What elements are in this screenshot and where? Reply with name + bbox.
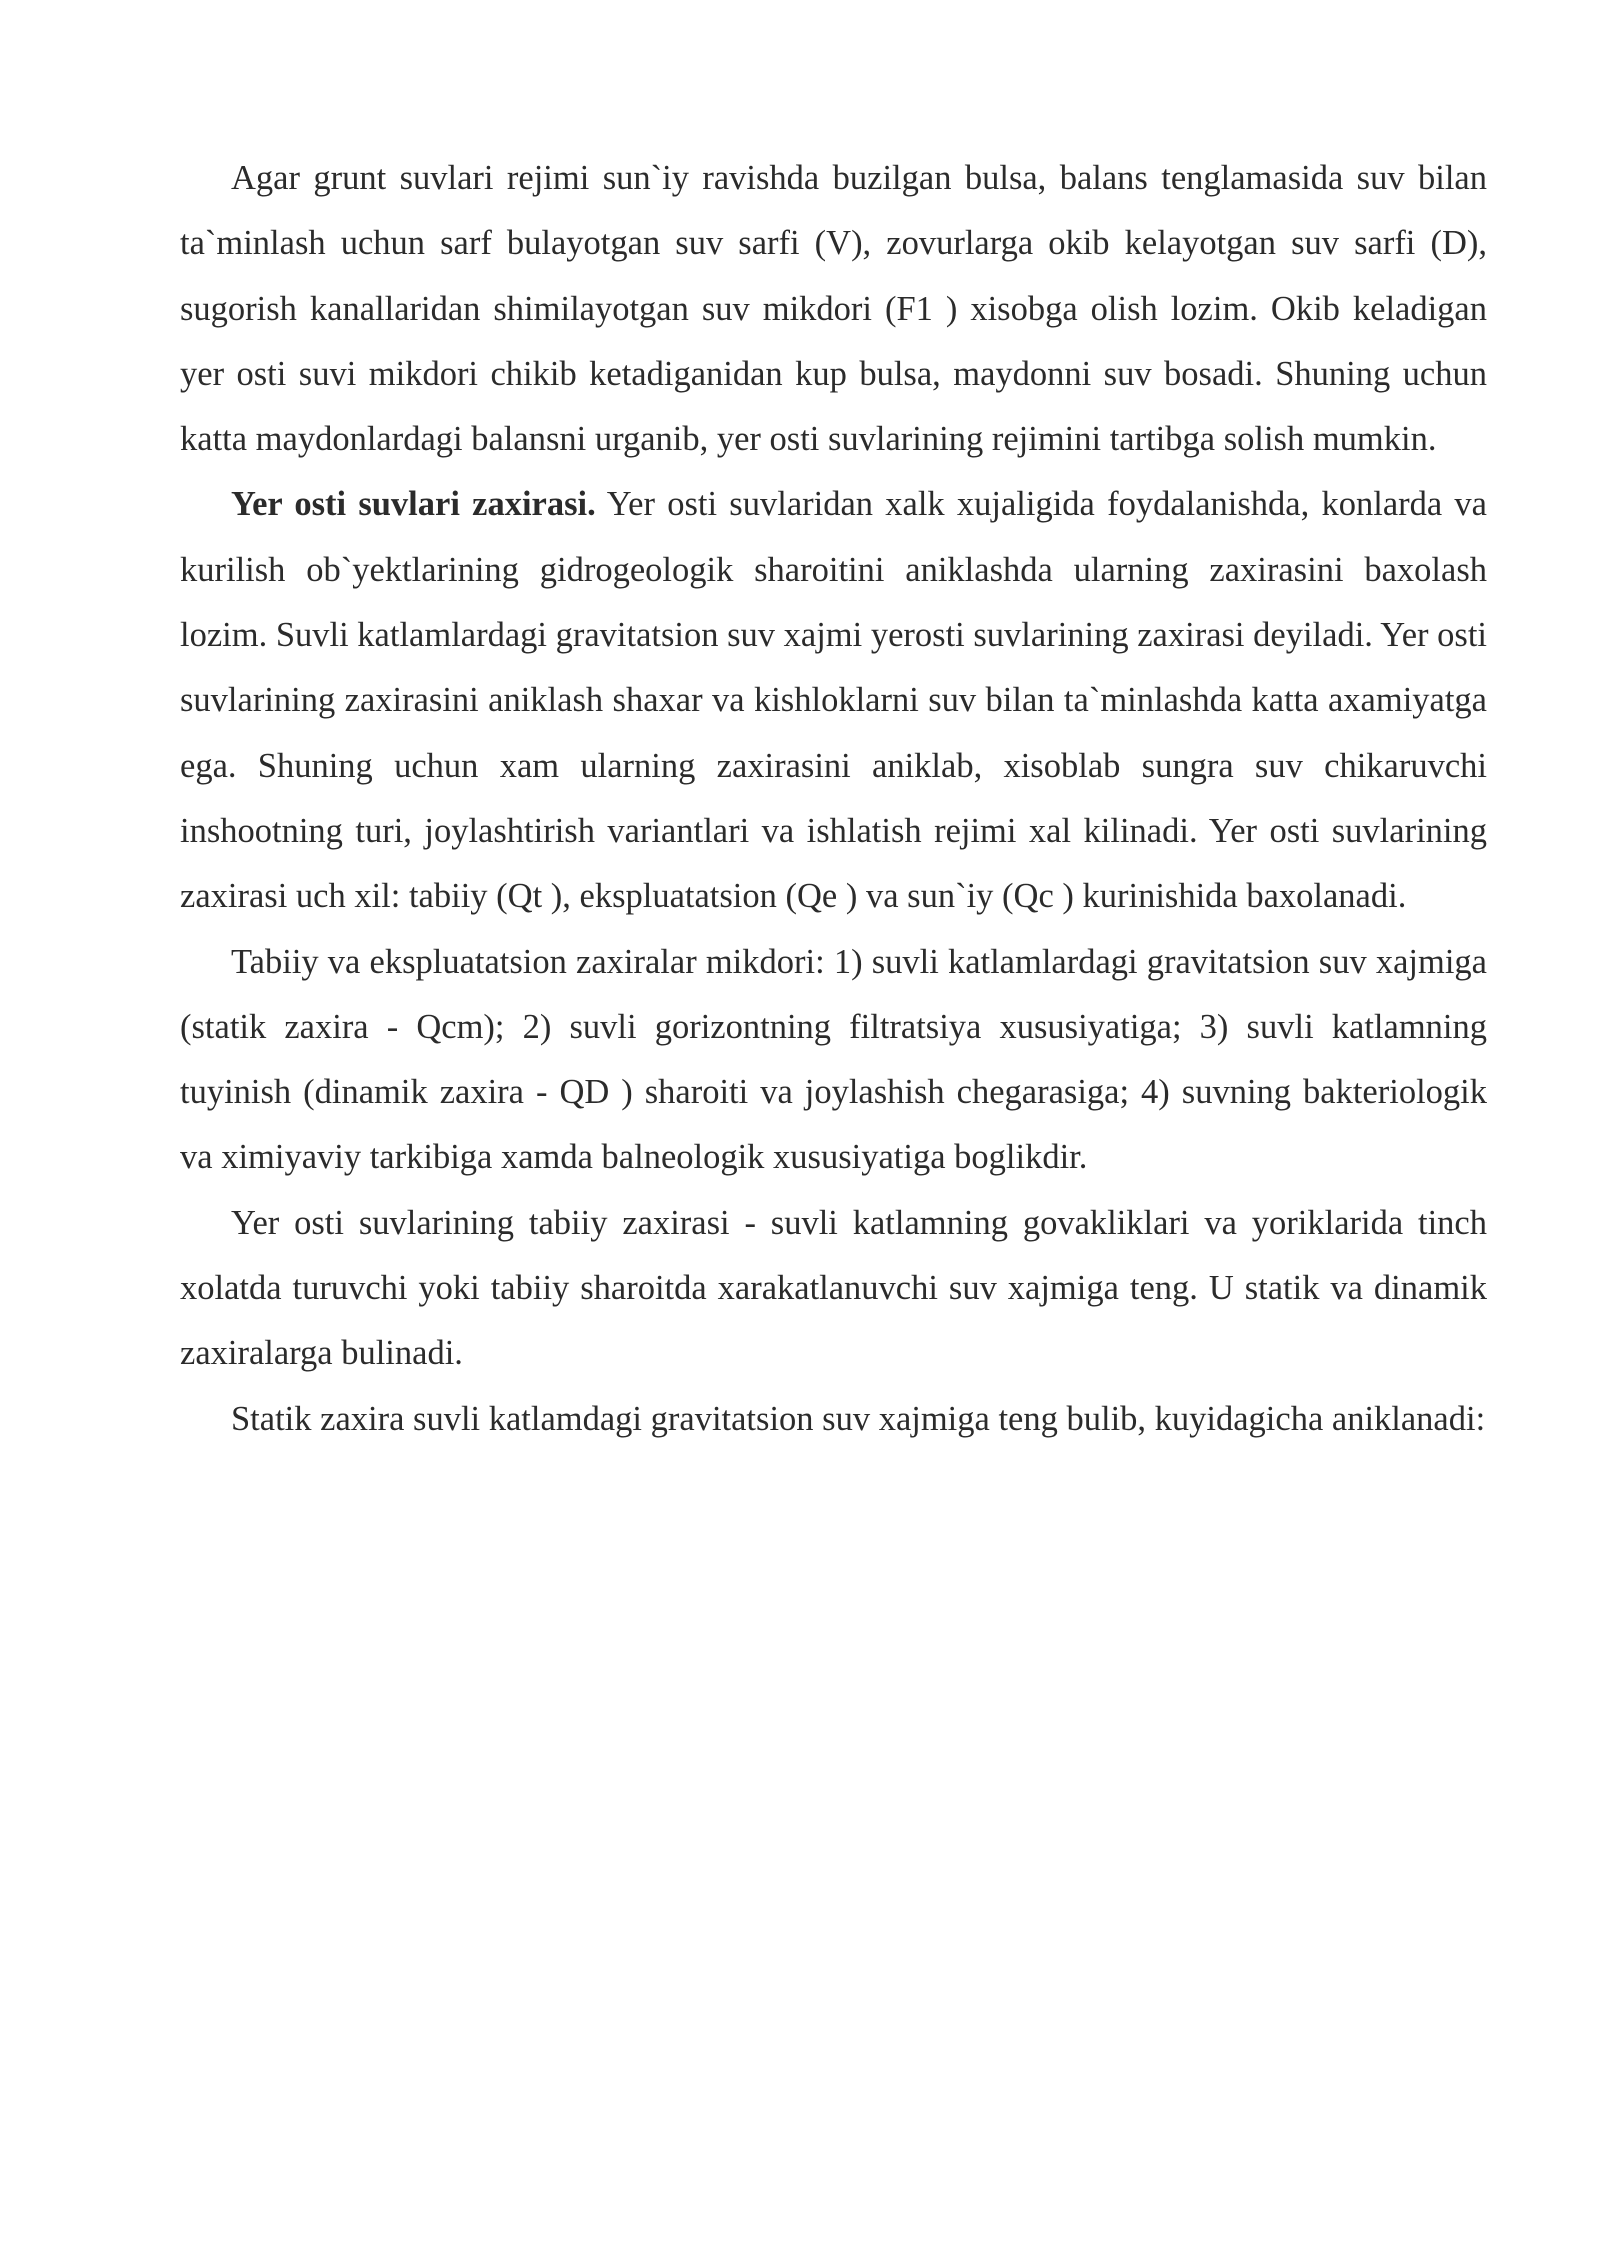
paragraph-natural-reserve xyxy=(180,1191,1487,1387)
paragraph-text: Statik zaxira suvli katlamdagi gravitatsion suv xajmiga teng bulib, kuyidagicha aniklanadi: xyxy=(231,1399,1486,1438)
paragraph-text: Yer osti suvlaridan xalk xujaligida foydalanishda, konlarda va kurilish ob`yektlarining gidrogeologik sharoitini aniklashda ularning zaxirasini baxolash lozim. Suvli katlamlardagi gravitatsion suv xajmi yerosti suvlarining zaxirasi deyiladi. Yer osti suvlarining zaxirasini aniklash shaxar va kishloklarni suv bilan ta`minlashda katta axamiyatga ega. Shuning uchun xam ularning zaxirasini aniklab, xisoblab sungra suv chikaruvchi inshootning turi, joylashtirish variantlari va ishlatish rejimi xal kilinadi. Yer osti suvlarining zaxirasi uch xil: tabiiy (Qt ), ekspluatatsion (Qe ) va sun`iy (Qc ) kurinishida baxolanadi. xyxy=(180,485,1487,916)
document-page xyxy=(180,146,1487,1452)
paragraph-reserve-factors xyxy=(180,930,1487,1191)
paragraph-groundwater-reserves xyxy=(180,472,1487,929)
paragraph-static-reserve xyxy=(180,1387,1487,1452)
paragraph-text: Yer osti suvlarining tabiiy zaxirasi - suvli katlamning govakliklari va yoriklarida tinch xolatda turuvchi yoki tabiiy sharoitda xarakatlanuvchi suv xajmiga teng. U statik va dinamik zaxiralarga bulinadi. xyxy=(180,1203,1487,1373)
section-heading: Yer osti suvlari zaxirasi. xyxy=(231,485,596,524)
paragraph-text: Tabiiy va ekspluatatsion zaxiralar mikdori: 1) suvli katlamlardagi gravitatsion suv xajmiga (statik zaxira - Qcm); 2) suvli gorizontning filtratsiya xususiyatiga; 3) suvli katlamning tuyinish (dinamik zaxira - QD ) sharoiti va joylashish chegarasiga; 4) suvning bakteriologik va ximiyaviy tarkibiga xamda balneologik xususiyatiga boglikdir. xyxy=(180,942,1487,1177)
paragraph-groundwater-regime xyxy=(180,146,1487,472)
paragraph-text: Agar grunt suvlari rejimi sun`iy ravishda buzilgan bulsa, balans tenglamasida suv bilan ta`minlash uchun sarf bulayotgan suv sarfi (V), zovurlarga okib kelayotgan suv sarfi (D), sugorish kanallaridan shimilayotgan suv mikdori (F1 ) xisobga olish lozim. Okib keladigan yer osti suvi mikdori chikib ketadiganidan kup bulsa, maydonni suv bosadi. Shuning uchun katta maydonlardagi balansni urganib, yer osti suvlarining rejimini tartibga solish mumkin. xyxy=(180,159,1487,459)
